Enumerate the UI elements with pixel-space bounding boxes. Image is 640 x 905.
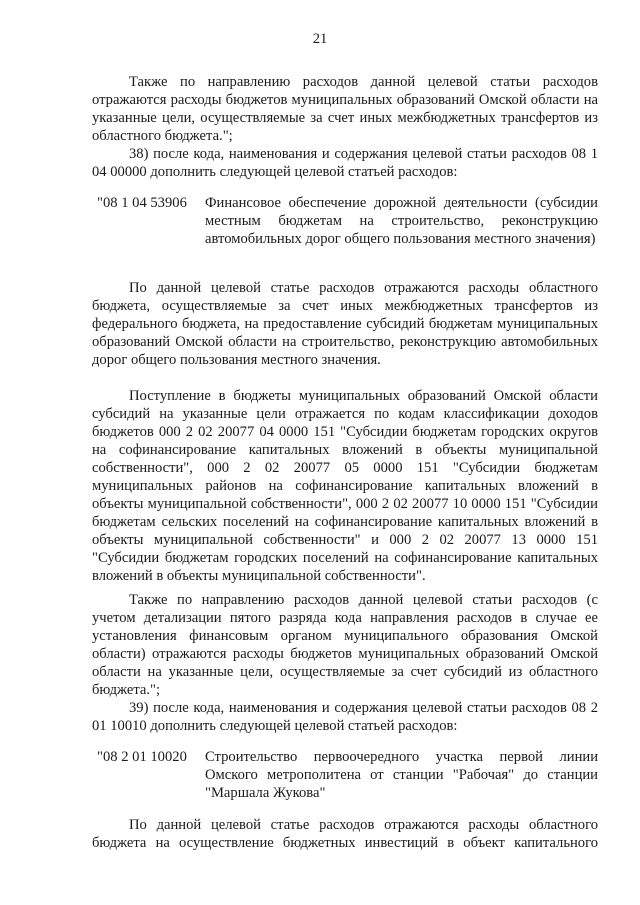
paragraph-1-text: Также по направлению расходов данной целевой статьи расходов отражаются расходы бюджетов муниципальных образований Омской области на указанные цели, осуществляемые за счет иных межбюджетных трансфертов из областного бюджета."; [92,74,598,144]
target-item-2-code: "08 2 01 10020 [97,749,187,765]
paragraph-7-text: По данной целевой статье расходов отражаются расходы областного бюджета на осуществление бюджетных инвестиций в объект капитального [92,817,598,851]
page-number: 21 [312,31,328,47]
paragraph-6-text: 39) после кода, наименования и содержания целевой статьи расходов 08 2 01 10010 дополнить следующей целевой статьей расходов: [92,700,598,734]
paragraph-4 [92,387,598,585]
paragraph-2 [92,145,598,181]
paragraph-7 [92,816,598,852]
paragraph-5-text: Также по направлению расходов данной целевой статьи расходов (с учетом детализации пятого разряда кода направления расходов в случае ее установления финансовым органом муниципального образования Омской области) отражаются расходы бюджетов муниципальных образований Омской области на указанные цели, осуществляемые за счет субсидий из областного бюджета."; [92,592,598,698]
paragraph-3-text: По данной целевой статье расходов отражаются расходы областного бюджета, осуществляемые за счет иных межбюджетных трансфертов из федерального бюджета, на предоставление субсидий бюджетам муниципальных образований Омской области на строительство, реконструкцию автомобильных дорог общего пользования местного значения. [92,280,598,368]
paragraph-4-text: Поступление в бюджеты муниципальных образований Омской области субсидий на указанные цели отражается по кодам классификации доходов бюджетов 000 2 02 20077 04 0000 151 "Субсидии бюджетам городских округов на софинансирование капитальных вложений в объекты муниципальной собственности", 000 2 02 20077 05 0000 151 "Субсидии бюджетам муниципальных районов на софинансирование капитальных вложений в объекты муниципальной собственности", 000 2 02 20077 10 0000 151 "Субсидии бюджетам сельских поселений на софинансирование капитальных вложений в объекты муниципальной собственности" и 000 2 02 20077 13 0000 151 "Субсидии бюджетам городских поселений на софинансирование капитальных вложений в объекты муниципальной собственности". [92,388,598,584]
target-item-1-description: Финансовое обеспечение дорожной деятельности (субсидии местным бюджетам на строительство, реконструкцию автомобильных дорог общего пользования местного значения) [205,195,598,247]
paragraph-5 [92,591,598,699]
paragraph-2-text: 38) после кода, наименования и содержания целевой статьи расходов 08 1 04 00000 дополнить следующей целевой статьей расходов: [92,146,598,180]
paragraph-1 [92,73,598,145]
target-item-1-code: "08 1 04 53906 [97,195,187,211]
target-item-2-description: Строительство первоочередного участка первой линии Омского метрополитена от станции "Рабочая" до станции "Маршала Жукова" [205,749,598,801]
paragraph-6 [92,699,598,735]
paragraph-3 [92,279,598,369]
